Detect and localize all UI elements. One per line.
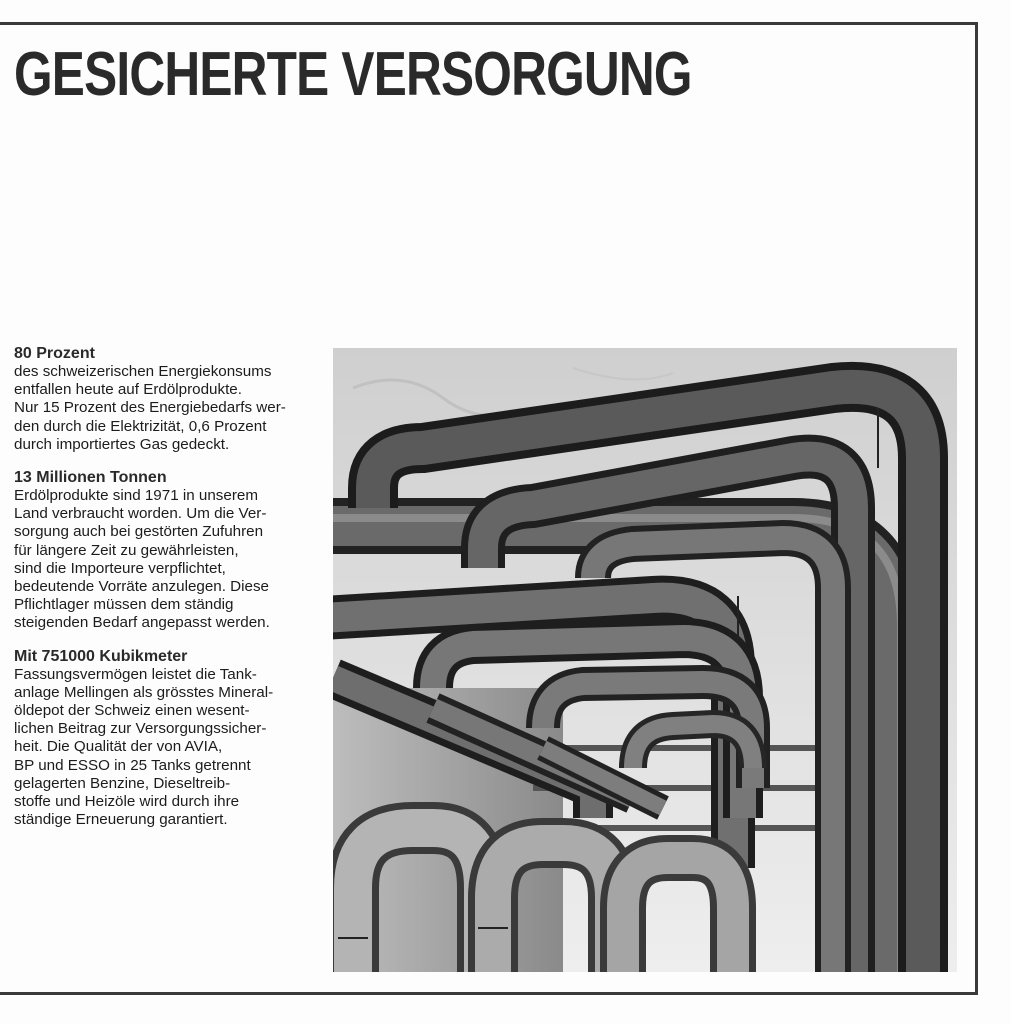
section-heading: 80 Prozent (14, 345, 95, 362)
pipeline-photo (333, 348, 957, 972)
section-volume (14, 468, 326, 633)
section-consumption (14, 344, 326, 454)
pipeline-illustration (333, 348, 957, 972)
section-body: Erdölprodukte sind 1971 in unserem Land verbraucht worden. Um die Ver- sorgung auch bei gestörten Zufuhren für längere Zeit zu gewährleisten, sind die Importeure verpflichtet, bedeutende Vorräte anzulegen. Diese Pflichtlager müssen dem ständig steigenden Bedarf angepasst werden. (14, 487, 270, 632)
section-body: des schweizerischen Energiekonsums entfallen heute auf Erdölprodukte. Nur 15 Prozent des Energiebedarfs wer- den durch die Elektrizität, 0,6 Prozent durch importiertes Gas gedeckt. (14, 363, 286, 453)
section-heading: Mit 751000 Kubikmeter (14, 647, 188, 665)
page-headline: GESICHERTE VERSORGUNG (14, 40, 692, 109)
text-column (14, 344, 326, 843)
section-capacity (14, 647, 326, 830)
section-body: Fassungsvermögen leistet die Tank- anlage Mellingen als grösstes Mineral- öldepot der Schweiz einen wesent- lichen Beitrag zur Versorgungssicher- heit. Die Qualität der von AVIA, BP und ESSO in 25 Tanks getrennt gelagerten Benzine, Dieseltreib- stoffe und Heizöle wird durch ihre ständige Erneuerung garantiert. (14, 665, 274, 829)
section-heading: 13 Millionen Tonnen (14, 469, 167, 487)
